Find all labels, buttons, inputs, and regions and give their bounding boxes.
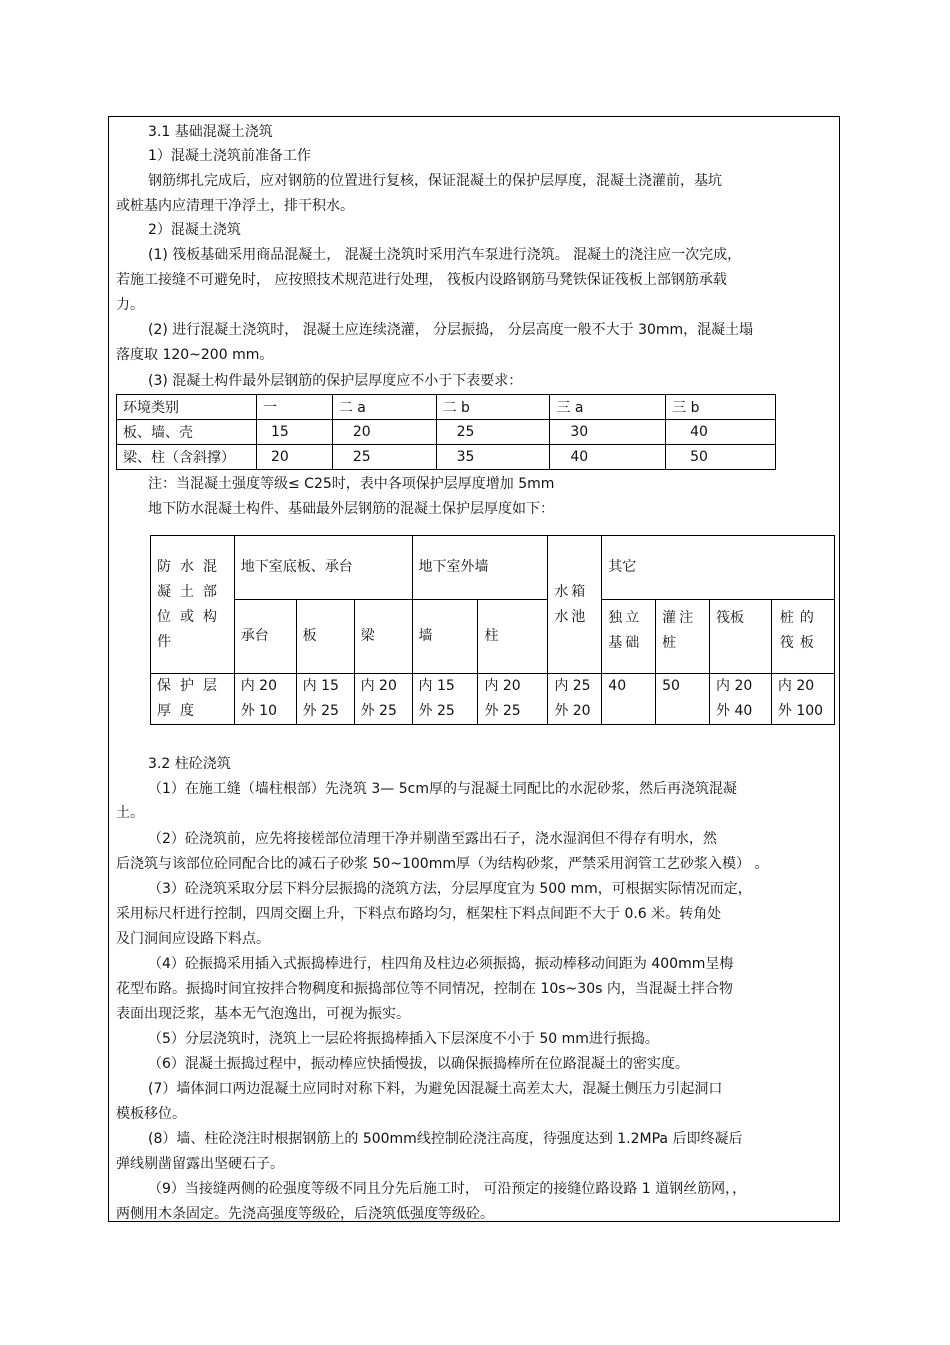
paragraph-line: （9）当接缝两侧的砼强度等级不同且分先后施工时， 可沿预定的接缝位路设路 1 道钢丝筋网，， [148, 1181, 747, 1197]
section-3-2-title: 3.2 柱砼浇筑 [148, 756, 231, 772]
paragraph-line: 或桩基内应清理干净浮土，排干积水。 [116, 198, 354, 214]
paragraph-line: (2) 进行混凝土浇筑时， 混凝土应连续浇灌， 分层振捣， 分层高度一般不大于 30mm，混凝土塌 [148, 322, 754, 338]
group-header: 水箱水池 [548, 536, 602, 674]
value-outer: 外 40 [716, 703, 753, 719]
table-subheader-row [151, 600, 835, 674]
group-header: 地下室外墙 [412, 536, 548, 600]
paragraph-line: 两侧用木条固定。先浇高强度等级砼，后浇筑低强度等级砼。 [116, 1206, 494, 1222]
group-header: 地下室底板、承台 [234, 536, 412, 600]
paragraph-line: 弹线剔凿留露出坚硬石子。 [116, 1156, 284, 1172]
table-cell: 30 [550, 420, 666, 445]
subheading-preparation: 1）混凝土浇筑前准备工作 [148, 148, 311, 164]
sub-header: 独立基础 [602, 600, 656, 674]
table-cell: 板、墙、壳 [117, 420, 257, 445]
value-outer: 外 10 [240, 703, 277, 719]
value-inner: 内 15 [302, 678, 339, 694]
paragraph-line: （1）在施工缝（墙柱根部）先浇筑 3— 5cm厚的与混凝土同配比的水泥砂浆，然后再浇筑混凝 [148, 781, 737, 797]
sub-header: 桩的筏板 [771, 600, 834, 674]
table-header: 环境类别 [117, 395, 257, 420]
paragraph-line: 花型布路。振捣时间宜按拌合物稠度和振捣部位等不同情况，控制在 10s~30s 内，当混凝土拌合物 [116, 981, 733, 997]
sub-header: 筏板 [710, 600, 772, 674]
table-header-row [151, 536, 835, 600]
row-label: 保护层厚度 [151, 674, 235, 725]
table-cell [710, 674, 772, 725]
paragraph-line: 钢筋绑扎完成后，应对钢筋的位置进行复核，保证混凝土的保护层厚度，混凝土浇灌前，基坑 [148, 173, 722, 189]
table-cell: 40 [550, 445, 666, 470]
table-cell: 15 [256, 420, 332, 445]
value-outer: 外 25 [302, 703, 339, 719]
paragraph-line: 力。 [116, 297, 144, 313]
paragraph-line: 模板移位。 [116, 1106, 186, 1122]
paragraph-line: (7）墙体洞口两边混凝土应同时对称下料，为避免因混凝土高差太大，混凝土侧压力引起洞口 [148, 1081, 723, 1097]
table-header: 三 a [550, 395, 666, 420]
table-note: 注：当混凝土强度等级≤ C25时，表中各项保护层厚度增加 5mm [148, 476, 555, 492]
paragraph-line: （3）砼浇筑采取分层下料分层振捣的浇筑方法，分层厚度宜为 500 mm，可根据实际情况而定， [148, 881, 752, 897]
table-cell [296, 674, 354, 725]
subheading-pouring: 2）混凝土浇筑 [148, 222, 241, 238]
group-header: 其它 [602, 536, 835, 600]
paragraph-line: (8）墙、柱砼浇注时根据钢筋上的 500mm线控制砼浇注高度，待强度达到 1.2MPa 后即终凝后 [148, 1131, 743, 1147]
sub-header: 墙 [412, 600, 478, 674]
value-outer: 外 25 [418, 703, 455, 719]
table-cell: 25 [332, 445, 436, 470]
value-inner: 40 [608, 678, 627, 694]
cover-thickness-table [116, 394, 776, 470]
table-header: 一 [256, 395, 332, 420]
paragraph-line: 若施工接缝不可避免时， 应按照技术规范进行处理， 筏板内设路钢筋马凳铁保证筏板上部钢筋承载 [116, 272, 727, 288]
table-header: 二 b [436, 395, 550, 420]
table-cell [354, 674, 412, 725]
paragraph-line: (1) 筏板基础采用商品混凝土， 混凝土浇筑时采用汽车泵进行浇筑。 混凝土的浇注应一次完成， [148, 247, 742, 263]
table-cell [478, 674, 548, 725]
sub-header: 梁 [354, 600, 412, 674]
sub-header: 承台 [234, 600, 296, 674]
table-cell [412, 674, 478, 725]
waterproof-cover-table [150, 535, 835, 725]
paragraph-line: 表面出现泛浆，基本无气泡逸出，可视为振实。 [116, 1006, 410, 1022]
table-cell [771, 674, 834, 725]
table-row [151, 674, 835, 725]
table-row [117, 420, 776, 445]
paragraph-line: 后浇筑与该部位砼同配合比的减石子砂浆 50~100mm厚（为结构砂浆，严禁采用润管工艺砂浆入模） 。 [116, 856, 769, 872]
table-cell: 35 [436, 445, 550, 470]
paragraph-line: 地下防水混凝土构件、基础最外层钢筋的混凝土保护层厚度如下： [148, 501, 554, 517]
paragraph-line: （2）砼浇筑前，应先将接槎部位清理干净并剔凿至露出石子，浇水湿润但不得存有明水，然 [148, 831, 717, 847]
table-cell: 20 [332, 420, 436, 445]
sub-header: 灌注桩 [656, 600, 710, 674]
paragraph-line: 及门洞间应设路下料点。 [116, 931, 270, 947]
table-header: 二 a [332, 395, 436, 420]
value-inner: 内 20 [240, 678, 277, 694]
paragraph-line: 土。 [116, 805, 144, 821]
sub-header: 柱 [478, 600, 548, 674]
paragraph-line: 采用标尺杆进行控制，四周交圈上升，下料点布路均匀，框架柱下料点间距不大于 0.6 米。转角处 [116, 906, 722, 922]
table-cell [656, 674, 710, 725]
value-inner: 内 25 [554, 678, 591, 694]
paragraph-line: （6）混凝土振捣过程中，振动棒应快插慢拔，以确保振捣棒所在位路混凝土的密实度。 [148, 1056, 689, 1072]
value-outer: 外 100 [777, 703, 824, 719]
value-inner: 内 20 [484, 678, 521, 694]
table-cell: 25 [436, 420, 550, 445]
value-inner: 内 15 [418, 678, 455, 694]
table-cell [548, 674, 602, 725]
table-cell: 梁、柱（含斜撑） [117, 445, 257, 470]
sub-header: 板 [296, 600, 354, 674]
table-header: 三 b [666, 395, 776, 420]
paragraph-line: （5）分层浇筑时，浇筑上一层砼将振捣棒插入下层深度不小于 50 mm进行振捣。 [148, 1031, 659, 1047]
section-3-1-title: 3.1 基础混凝土浇筑 [148, 124, 273, 140]
value-inner: 内 20 [716, 678, 753, 694]
paragraph-line: （4）砼振捣采用插入式振捣棒进行，柱四角及柱边必须振捣，振动棒移动间距为 400mm呈梅 [148, 956, 734, 972]
value-outer: 外 25 [360, 703, 397, 719]
table-cell: 50 [666, 445, 776, 470]
value-inner: 内 20 [777, 678, 815, 694]
table-corner-header: 防水混凝土部位或构件 [151, 536, 235, 674]
table-cell [602, 674, 656, 725]
paragraph-line: 落度取 120~200 mm。 [116, 347, 274, 363]
paragraph-line: (3) 混凝土构件最外层钢筋的保护层厚度应不小于下表要求： [148, 373, 523, 389]
table-cell [234, 674, 296, 725]
value-outer: 外 20 [554, 703, 591, 719]
table-header-row [117, 395, 776, 420]
value-inner: 50 [662, 678, 680, 694]
value-inner: 内 20 [360, 678, 397, 694]
table-row [117, 445, 776, 470]
value-outer: 外 25 [484, 703, 521, 719]
table-cell: 20 [256, 445, 332, 470]
table-cell: 40 [666, 420, 776, 445]
